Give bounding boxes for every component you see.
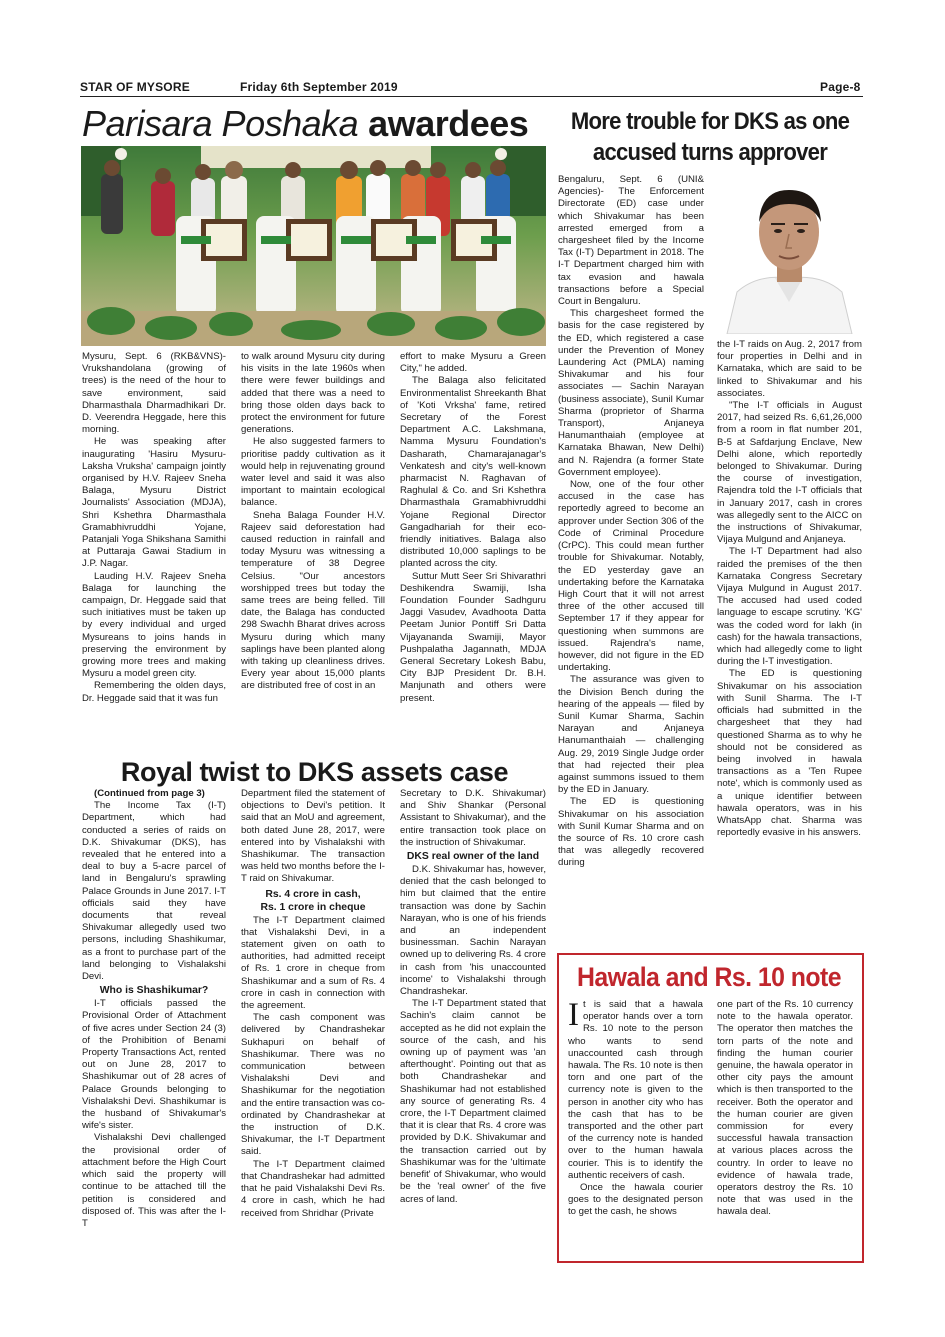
article2-title-line2: accused turns approver <box>592 139 828 166</box>
awardees-photo <box>81 146 546 346</box>
article1-column-3 <box>400 351 546 705</box>
article3-col2-para: The I-T Department claimed that Vishalakshi Devi, in a statement given on oath to authorities, had admitted receipt of Rs. 1 crore in cheque from Shashikumar and a sum of Rs. 4 crore in cash in connection with the agreement. <box>241 914 385 1012</box>
article2-headline <box>568 106 851 168</box>
article1-title-italic: Parisara Poshaka <box>82 103 359 144</box>
article1-col1-para: He was speaking after inaugurating 'Hasiru Mysuru-Laksha Vruksha' campaign jointly organised by H.V. Rajeev Sneha Balaga, Mysuru District Journalists' Association (MDJA), Shri Kshethra Dharmasthala Gramabhivruddhi Yojane, Patanjali Yoga Shikshana Samithi at Puttaraja Gawai Stadium in J.P. Nagar. <box>82 436 226 570</box>
article4-col2-para: one part of the Rs. 10 currency note to the hawala operator. The operator then matches the torn parts of the note and finding the human courier genuine, the hawala operator in other city pays the amount which is then transported to the receiver. Both the operator and the human courier are given commission for every successful hawala transaction at various places across the country. In order to leave no evidence of hawala trade, operators destroy the Rs. 10 note that was used in the hawala deal. <box>717 999 853 1218</box>
article4-col1-para: Once the hawala courier goes to the designated person to get the cash, he shows <box>568 1182 703 1218</box>
article1-col1-para: Mysuru, Sept. 6 (RKB&VNS)- Vrukshandolana (growing of trees) is the need of the hour to save environment, said Dharmasthala Dharmadhikari Dr. D. Veerendra Heggade, here this morning. <box>82 351 226 436</box>
masthead-rule <box>80 96 863 97</box>
article4-column-1 <box>568 999 703 1219</box>
article2-column-2 <box>717 339 862 839</box>
article1-column-1 <box>82 351 226 705</box>
article2-col2-para: "The I-T officials in August 2017, had seized Rs. 6,61,26,000 from a room in flat number 201, B-5 at Safdarjung Enclave, New Delhi alone, which reportedly belonged to Shivakumar. During the course of investigation, Rajendra told the I-T officials that in January 2017, cash in crores was allegedly sent to the AICC on the instructions of Shivakumar, Vijaya Mulgund and Anjaneya. <box>717 400 862 546</box>
article1-col3-para: The Balaga also felicitated Environmentalist Shreekanth Bhat of 'Koti Vrksha' fame, retired Secretary of the Forest Department A.C. Lakshmana, Namma Mysuru Foundation's Dasharath, Chamarajanagar's Venkatesh and city's well-known pharmacist N. Raghavan of Raghulal & Co. and Sri Kshethra Dharmasthala Gramabhivruddhi Yojane Regional Director Gangadhariah for their eco-friendly initiatives. Balaga also distributed 10,000 saplings to be planted across the city. <box>400 375 546 570</box>
article1-col3-para: effort to make Mysuru a Green City," he added. <box>400 351 546 375</box>
article1-column-2 <box>241 351 385 693</box>
subhead-cash-line2: Rs. 1 crore in cheque <box>260 901 366 913</box>
article2-col1-para: This chargesheet formed the basis for the case registered by the ED, which registered a case under the Prevention of Money Laundering Act (PMLA) naming Shivakumar and his four associates — Sachin Narayan (business associate), Sunil Kumar Sharma (proprietor of Sharma Transport), Anjaneya Hanumanthaiah (employee at Karnataka Bhawan, New Delhi) and N. Rajendra (a former State Government employee). <box>558 308 704 478</box>
article3-col1-para: The Income Tax (I-T) Department, which had conducted a series of raids on D.K. Shivakumar (DKS), has revealed that he entered into a deal to buy a 5-acre parcel of land in Bengaluru's sprawling Palace Grounds in June 2017. I-T officials said they have documents that reveal Shivakumar allegedly used two persons, including Shashikumar, as a front to purchase part of the land belonging to Vishalakshi Devi. <box>82 800 226 983</box>
article2-col1-para: Now, one of the four other accused in the case has reportedly agreed to become an approver under Section 306 of the Code of Criminal Procedure (CrPC). This could mean further trouble for Shivakumar. Notably, the ED yesterday gave an undertaking before the Karnataka High Court that it will not arrest three of the other accused till September 17 if they appear for questioning when summons are issued. Rajendra's name, however, did not figure in the ED undertaking. <box>558 479 704 674</box>
article3-col2-para: The I-T Department claimed that Chandrashekar had admitted that he paid Vishalakshi Devi Rs. 4 crore in cash, which he had received from Shridhar (Private <box>241 1158 385 1219</box>
article3-col3-para: Secretary to D.K. Shivakumar) and Shiv Shankar (Personal Assistant to Shivakumar), and the entire transaction took place on the instruction of Shivakumar. <box>400 788 546 848</box>
article3-col2-para: The cash component was delivered by Chandrashekar Sukhapuri on behalf of Shashikumar. There was no communication between Vishalakshi Devi and Shashikumar for the negotiation and the entire transaction was co-ordinated by Chandrashekar at the instruction of D.K. Shivakumar, the I-T Department said. <box>241 1012 385 1158</box>
subhead-dks-real-owner: DKS real owner of the land <box>406 851 540 863</box>
masthead-date: Friday 6th September 2019 <box>240 80 398 94</box>
article2-column-1 <box>558 174 704 870</box>
article2-title-line1: More trouble for DKS as one <box>570 108 850 135</box>
article1-col3-para: Suttur Mutt Seer Sri Shivarathri Deshikendra Swamiji, Isha Foundation Founder Sadhguru Jaggi Vasudev, Avadhoota Datta Peetam Junior Pontiff Sri Datta Vijayananda Swamiji, Mayor Pushpalatha Jagannath, MDJA General Secretary Lokesh Babu, City BJP President Dr. B.H. Manjunath and others were present. <box>400 570 546 704</box>
article4-column-2 <box>717 999 853 1219</box>
continued-from-note: (Continued from page 3) <box>94 788 205 799</box>
article4-col1-para: t is said that a hawala operator hands over a torn Rs. 10 note to the person who wants to send unaccounted cash through hawala. The Rs. 10 note is then torn and one part of the currency note is given to the person in another city who has the cash that has to be transported and the other part of the currency note is handed over to the human hawala courier. This is to identify the authentic receivers of cash. <box>568 999 703 1181</box>
article2-col2-para: The ED is questioning Shivakumar on his association with Sunil Sharma. The I-T officials had submitted in the chargesheet that they had questioned Sharma as to why he should not be considered as being involved in hawala transactions as a 'Ten Rupee note', which is commonly used as a unique identifier between hawala operators, was in his WhatsApp chat. Sharma was reportedly evasive in his answers. <box>717 668 862 839</box>
article2-col1-para: The ED is questioning Shivakumar on his association with Sunil Kumar Sharma and on the source of Rs. 10 crore cash that was allegedly recovered during <box>558 796 704 869</box>
article1-col2-para: to walk around Mysuru city during his visits in the late 1960s when there were fewer buildings and added that there was a need to bring those olden days back to protect the environment for future generations. <box>241 351 385 436</box>
article3-col3-para: D.K. Shivakumar has, however, denied that the cash belonged to him but claimed that the entire transaction was done by Sachin Narayan, who is one of his friends and an independent businessman. Sachin Narayan owned up to delivering Rs. 4 crore in cash from 'his unaccounted income' to Vishalakshi through Chandrashekar. <box>400 864 546 998</box>
article1-col1-para: Remembering the olden days, Dr. Heggade said that it was fun <box>82 680 226 704</box>
masthead-page: Page-8 <box>820 80 861 94</box>
article3-column-1 <box>82 788 226 1230</box>
article4-headline: Hawala and Rs. 10 note <box>577 962 841 992</box>
article2-col2-para: The I-T Department had also raided the premises of the then Karnataka Congress Secretary Vijaya Mulgund in August 2017. The accused had used coded language to escape scrutiny. 'KG' was the coded word for lakh (in cash) for the hawala transactions, which had allegedly come to light during the I-T investigation. <box>717 546 862 668</box>
article2-col2-para: the I-T raids on Aug. 2, 2017 from four properties in Delhi and in Karnataka, which are said to be linked to Shivakumar and his associates. <box>717 339 862 399</box>
subhead-cash-line1: Rs. 4 crore in cash, <box>265 888 361 900</box>
masthead-paper: STAR OF MYSORE <box>80 80 190 94</box>
article3-column-3 <box>400 788 546 1206</box>
awardees-photo-illustration <box>81 146 546 346</box>
article1-col2-para: Sneha Balaga Founder H.V. Rajeev said deforestation had caused reduction in rainfall and today Mysuru was witnessing a temperature of 38 Degree Celsius. "Our ancestors worshipped trees but today the same trees are being felled. Till date, the Balaga has conducted 298 Swachh Bharat drives across Mysuru during which many saplings have been planted along with taking up cleanliness drives. Every year about 15,000 plants are distributed free of cost in an <box>241 509 385 692</box>
article1-title-bold: awardees <box>368 103 529 144</box>
portrait-illustration <box>717 174 862 334</box>
article3-col1-para: Vishalakshi Devi challenged the provisional order of attachment before the High Court which said the property will continue to be attached till the petition is considered and disposed of. This was after the I-T <box>82 1132 226 1229</box>
subhead-who-is-shashikumar: Who is Shashikumar? <box>99 985 209 997</box>
article3-col3-para: The I-T Department stated that Sachin's claim cannot be accepted as he did not explain the source of the cash, and his owning up of payment was 'an afterthought'. Pointing out that as both Chandrashekar and Shashikumar had not established any source of generating Rs. 4 crore, the I-T Department claimed that it is clear that Rs. 4 crore was provided by D.K. Shivakumar and the transaction carried out by Shashikumar was for the 'ultimate benefit' of Shivakumar, who would be the 'real owner' of the five acres of land. <box>400 998 546 1205</box>
article1-col1-para: Lauding H.V. Rajeev Sneha Balaga for launching the campaign, Dr. Heggade said that such initiatives must be taken up by every individual and urged Mysureans to joins hands in preserving the environment by growing more trees and making Mysuru a model green city. <box>82 570 226 680</box>
shivakumar-portrait <box>717 174 862 334</box>
article2-col1-para: The assurance was given to the Division Bench during the hearing of the appeals — filed by Sunil Kumar Sharma, Sachin Narayan and Anjaneya Hanumanthaiah — challenging Aug. 29, 2019 Single Judge order that had rejected their plea against summons issued to them by the ED in January. <box>558 674 704 796</box>
article3-headline: Royal twist to DKS assets case <box>120 757 509 787</box>
article2-col1-para: Bengaluru, Sept. 6 (UNI& Agencies)- The Enforcement Directorate (ED) case under which Shivakumar has been arrested emerged from a chargesheet filed by the Income Tax (I-T) Department in 2018. The I-T Department charged him with tax evasion and hawala transactions before a Special Court in Bengaluru. <box>558 174 704 308</box>
article3-col2-para: Department filed the statement of objections to Devi's petition. It said that an MoU and agreement, both dated June 28, 2017, were entered into by Vishalakshi with Shashikumar. The transaction was held two months before the I-T raid on Shivakumar. <box>241 788 385 885</box>
dropcap-letter: I <box>568 997 579 1033</box>
article1-col2-para: He also suggested farmers to prioritise paddy cultivation as it would help in rejuvenating ground water level and said it was also important to maintain ecological balance. <box>241 436 385 509</box>
article1-headline <box>82 104 547 144</box>
article3-col1-para: I-T officials passed the Provisional Order of Attachment of five acres under Section 24 (3) of the Prohibition of Benami Property Transactions Act, rented out on June 28, 2017 to Shashikumar out of 28 acres of Palace Grounds belonging to Vishalakshi Devi. Shashikumar is the husband of Shivakumar's wife's sister. <box>82 998 226 1132</box>
article3-column-2 <box>241 788 385 1220</box>
